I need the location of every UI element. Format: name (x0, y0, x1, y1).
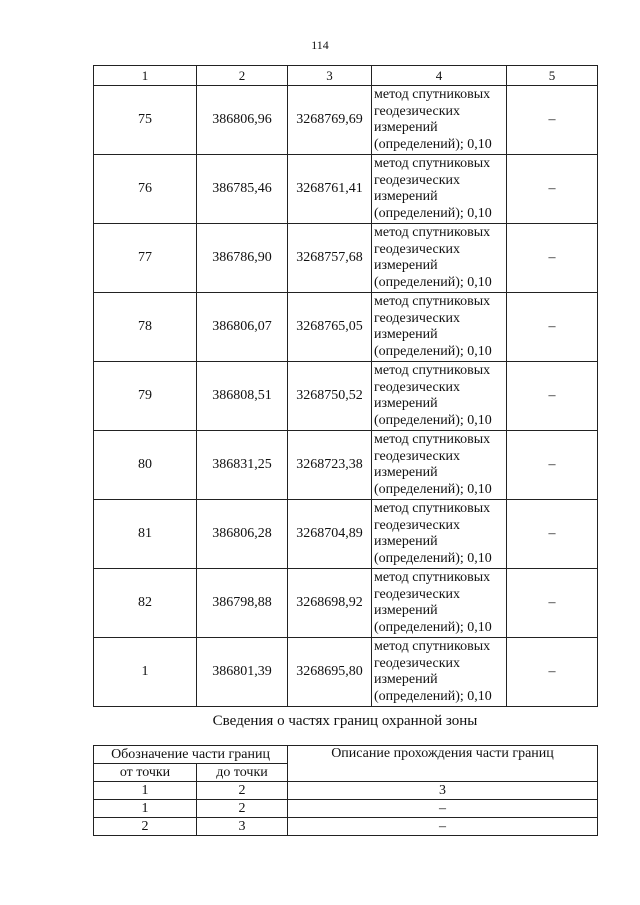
coordinate-row (94, 155, 598, 224)
method-line: измерений (374, 396, 438, 411)
method-line: геодезических (374, 448, 461, 464)
y-coordinate-cell: 3268757,68 (288, 224, 372, 293)
method-line: измерений (374, 534, 438, 549)
to-point-cell: 2 (197, 800, 288, 818)
boundary-part-row (94, 800, 598, 818)
boundary-part-designation-header: Обозначение части границ (94, 746, 288, 764)
coordinate-row (94, 569, 598, 638)
method-line: геодезических (374, 172, 461, 188)
method-line: измерений (374, 603, 438, 618)
method-line: метод спутниковых (374, 87, 491, 102)
to-point-cell: 3 (197, 818, 288, 836)
column-header: 2 (197, 66, 288, 86)
y-coordinate-cell: 3268723,38 (288, 431, 372, 500)
method-line: измерений (374, 120, 438, 135)
coordinate-row (94, 224, 598, 293)
method-cell (372, 362, 507, 431)
method-line: метод спутниковых (374, 432, 491, 447)
method-line: (определений); 0,10 (374, 688, 492, 704)
method-line: (определений); 0,10 (374, 412, 492, 428)
method-line: геодезических (374, 655, 461, 671)
boundary-parts-table (93, 745, 598, 836)
page-number: 114 (311, 38, 329, 52)
note-cell: – (507, 293, 598, 362)
method-line: измерений (374, 258, 438, 273)
section-title: Сведения о частях границ охранной зоны (212, 713, 478, 729)
method-line: геодезических (374, 517, 461, 533)
description-cell: – (288, 818, 598, 836)
method-cell (372, 638, 507, 707)
note-cell: – (507, 569, 598, 638)
method-cell (372, 500, 507, 569)
x-coordinate-cell: 386831,25 (197, 431, 288, 500)
point-number-cell: 77 (94, 224, 197, 293)
x-coordinate-cell: 386801,39 (197, 638, 288, 707)
method-line: метод спутниковых (374, 570, 491, 585)
method-line: метод спутниковых (374, 156, 491, 171)
column-header: 5 (507, 66, 598, 86)
point-number-cell: 82 (94, 569, 197, 638)
point-number-cell: 79 (94, 362, 197, 431)
method-line: измерений (374, 189, 438, 204)
description-cell: – (288, 800, 598, 818)
column-header: 3 (288, 66, 372, 86)
point-number-cell: 78 (94, 293, 197, 362)
method-cell (372, 431, 507, 500)
method-line: измерений (374, 327, 438, 342)
method-line: геодезических (374, 586, 461, 602)
to-point-cell: 2 (197, 782, 288, 800)
method-cell (372, 155, 507, 224)
method-line: геодезических (374, 310, 461, 326)
method-line: (определений); 0,10 (374, 550, 492, 566)
note-cell: – (507, 638, 598, 707)
coordinate-row (94, 293, 598, 362)
boundary-part-row (94, 818, 598, 836)
x-coordinate-cell: 386798,88 (197, 569, 288, 638)
boundary-part-row (94, 782, 598, 800)
method-line: геодезических (374, 241, 461, 257)
column-header: 1 (94, 66, 197, 86)
from-point-cell: 2 (94, 818, 197, 836)
coordinate-row (94, 86, 598, 155)
to-point-header: до точки (197, 764, 288, 782)
coordinate-row (94, 638, 598, 707)
point-number-cell: 1 (94, 638, 197, 707)
method-line: геодезических (374, 379, 461, 395)
method-line: метод спутниковых (374, 501, 491, 516)
y-coordinate-cell: 3268765,05 (288, 293, 372, 362)
method-line: (определений); 0,10 (374, 136, 492, 152)
note-cell: – (507, 86, 598, 155)
method-line: метод спутниковых (374, 294, 491, 309)
point-number-cell: 80 (94, 431, 197, 500)
from-point-cell: 1 (94, 800, 197, 818)
method-line: (определений); 0,10 (374, 343, 492, 359)
method-line: метод спутниковых (374, 363, 491, 378)
method-line: (определений); 0,10 (374, 274, 492, 290)
point-number-cell: 76 (94, 155, 197, 224)
note-cell: – (507, 431, 598, 500)
point-number-cell: 75 (94, 86, 197, 155)
coordinate-row (94, 500, 598, 569)
from-point-cell: 1 (94, 782, 197, 800)
method-cell (372, 569, 507, 638)
boundary-description-header: Описание прохождения части границ (288, 746, 598, 782)
note-cell: – (507, 224, 598, 293)
y-coordinate-cell: 3268695,80 (288, 638, 372, 707)
method-cell (372, 293, 507, 362)
coordinates-table (93, 65, 598, 707)
coordinate-row (94, 431, 598, 500)
method-line: (определений); 0,10 (374, 481, 492, 497)
x-coordinate-cell: 386806,07 (197, 293, 288, 362)
description-cell: 3 (288, 782, 598, 800)
y-coordinate-cell: 3268750,52 (288, 362, 372, 431)
method-line: (определений); 0,10 (374, 619, 492, 635)
coordinates-header-row (94, 66, 598, 86)
column-header: 4 (372, 66, 507, 86)
note-cell: – (507, 362, 598, 431)
method-line: измерений (374, 672, 438, 687)
x-coordinate-cell: 386806,28 (197, 500, 288, 569)
parts-header-row (94, 746, 598, 764)
method-cell (372, 86, 507, 155)
method-line: метод спутниковых (374, 639, 491, 654)
from-point-header: от точки (94, 764, 197, 782)
x-coordinate-cell: 386786,90 (197, 224, 288, 293)
method-line: (определений); 0,10 (374, 205, 492, 221)
note-cell: – (507, 155, 598, 224)
point-number-cell: 81 (94, 500, 197, 569)
coordinate-row (94, 362, 598, 431)
note-cell: – (507, 500, 598, 569)
y-coordinate-cell: 3268769,69 (288, 86, 372, 155)
y-coordinate-cell: 3268698,92 (288, 569, 372, 638)
y-coordinate-cell: 3268704,89 (288, 500, 372, 569)
y-coordinate-cell: 3268761,41 (288, 155, 372, 224)
x-coordinate-cell: 386808,51 (197, 362, 288, 431)
method-line: измерений (374, 465, 438, 480)
method-line: геодезических (374, 103, 461, 119)
x-coordinate-cell: 386806,96 (197, 86, 288, 155)
method-line: метод спутниковых (374, 225, 491, 240)
method-cell (372, 224, 507, 293)
x-coordinate-cell: 386785,46 (197, 155, 288, 224)
